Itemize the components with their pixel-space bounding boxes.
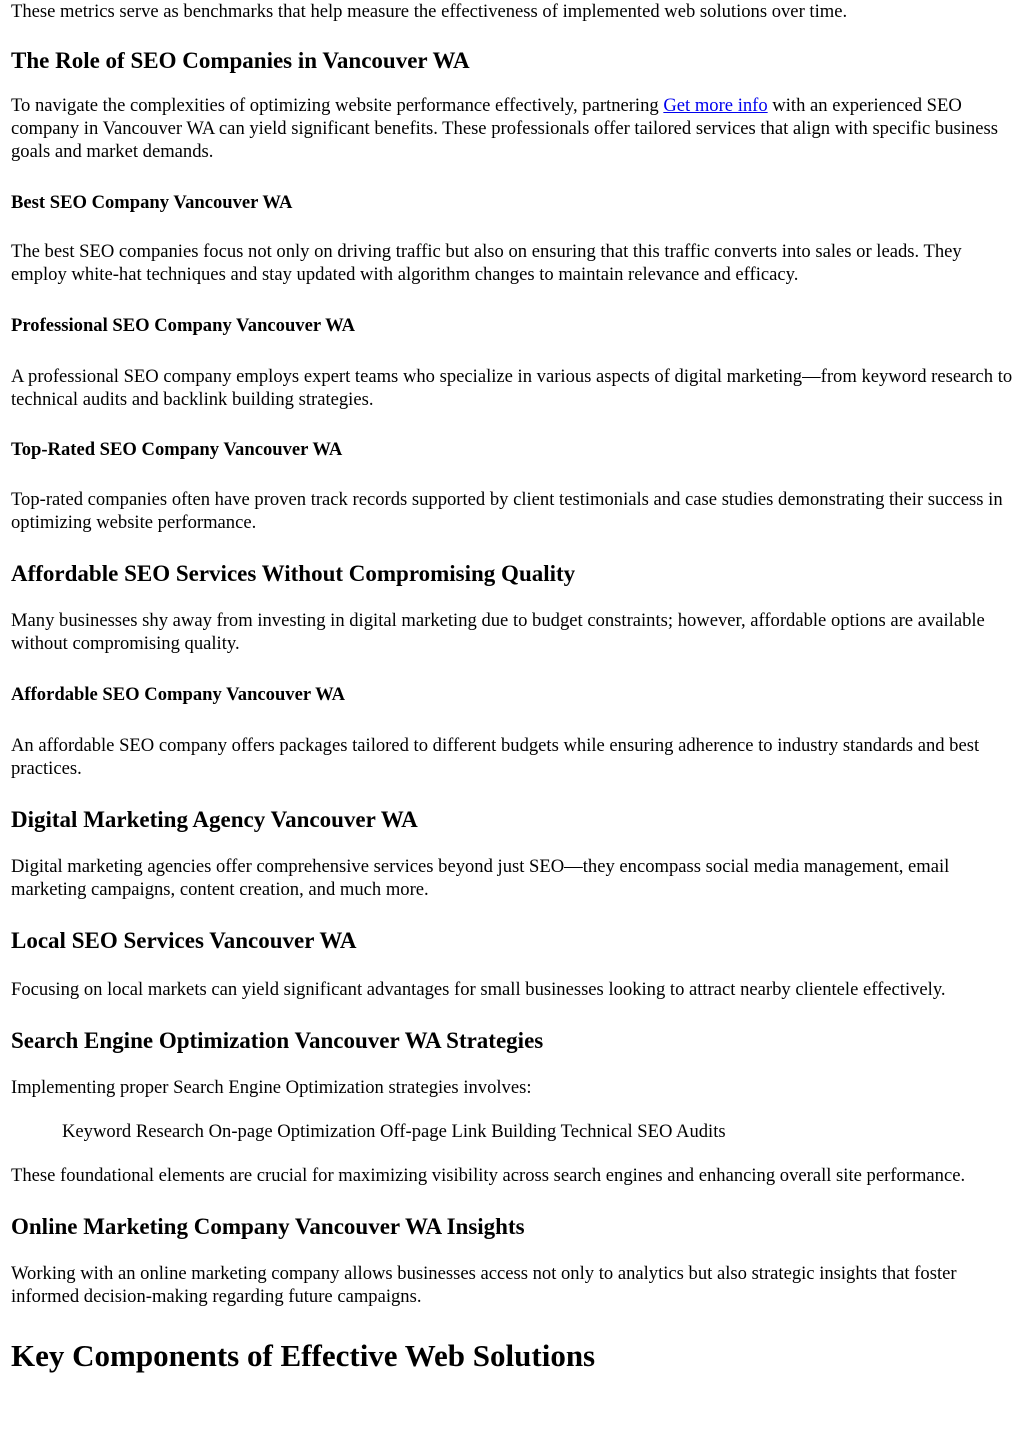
paragraph-affordable-seo-services: Many businesses shy away from investing in digital marketing due to budget constraints; however, affordable options are available without compromising quality.: [11, 610, 985, 654]
heading-role-seo-companies: The Role of SEO Companies in Vancouver WA: [11, 48, 470, 73]
heading-best-seo-company: Best SEO Company Vancouver WA: [11, 192, 293, 213]
intro-paragraph: These metrics serve as benchmarks that help measure the effectiveness of implemented web solutions over time.: [11, 1, 848, 22]
paragraph-top-rated-seo-company: Top-rated companies often have proven track records supported by client testimonials and case studies demonstrating their success in optimizing website performance.: [11, 489, 1003, 533]
heading-affordable-seo-company: Affordable SEO Company Vancouver WA: [11, 684, 346, 705]
heading-local-seo-services: Local SEO Services Vancouver WA: [11, 928, 357, 953]
heading-key-components: Key Components of Effective Web Solutions: [11, 1338, 596, 1373]
paragraph-local-seo-services: Focusing on local markets can yield significant advantages for small businesses looking to attract nearby clientele effectively.: [11, 979, 946, 1000]
paragraph-professional-seo-company: A professional SEO company employs expert teams who specialize in various aspects of digital marketing—from keyword research to technical audits and backlink building strategies.: [11, 366, 1013, 410]
heading-digital-marketing-agency: Digital Marketing Agency Vancouver WA: [11, 807, 418, 832]
get-more-info-link[interactable]: Get more info: [663, 95, 768, 116]
paragraph-online-marketing-insights: Working with an online marketing company allows businesses access not only to analytics but also strategic insights that foster informed decision-making regarding future campaigns.: [11, 1263, 957, 1307]
heading-top-rated-seo-company: Top-Rated SEO Company Vancouver WA: [11, 439, 343, 460]
heading-professional-seo-company: Professional SEO Company Vancouver WA: [11, 315, 356, 336]
strategies-list: Keyword Research On-page Optimization Off-page Link Building Technical SEO Audits: [62, 1121, 726, 1142]
paragraph-best-seo-company: The best SEO companies focus not only on driving traffic but also on ensuring that this traffic converts into sales or leads. They employ white-hat techniques and stay updated with algorithm changes to maintain relevance and efficacy.: [11, 241, 962, 285]
paragraph-digital-marketing-agency: Digital marketing agencies offer comprehensive services beyond just SEO—they encompass social media management, email marketing campaigns, content creation, and much more.: [11, 856, 950, 900]
heading-seo-strategies: Search Engine Optimization Vancouver WA Strategies: [11, 1028, 544, 1053]
paragraph-seo-strategies-after: These foundational elements are crucial for maximizing visibility across search engines and enhancing overall site performance.: [11, 1165, 966, 1186]
heading-online-marketing-insights: Online Marketing Company Vancouver WA Insights: [11, 1214, 525, 1239]
paragraph-seo-strategies-intro: Implementing proper Search Engine Optimization strategies involves:: [11, 1077, 532, 1098]
paragraph-text-before-link: To navigate the complexities of optimizing website performance effectively, partnering: [11, 95, 664, 116]
paragraph-role-seo-companies: [11, 94, 1014, 163]
paragraph-text-after-link: with an experienced SEO company in Vancouver WA can yield significant benefits. These professionals offer tailored services that align with specific business goals and market demands.: [11, 95, 998, 162]
heading-affordable-seo-services: Affordable SEO Services Without Compromising Quality: [11, 561, 576, 586]
paragraph-affordable-seo-company: An affordable SEO company offers packages tailored to different budgets while ensuring adherence to industry standards and best practices.: [11, 735, 980, 779]
